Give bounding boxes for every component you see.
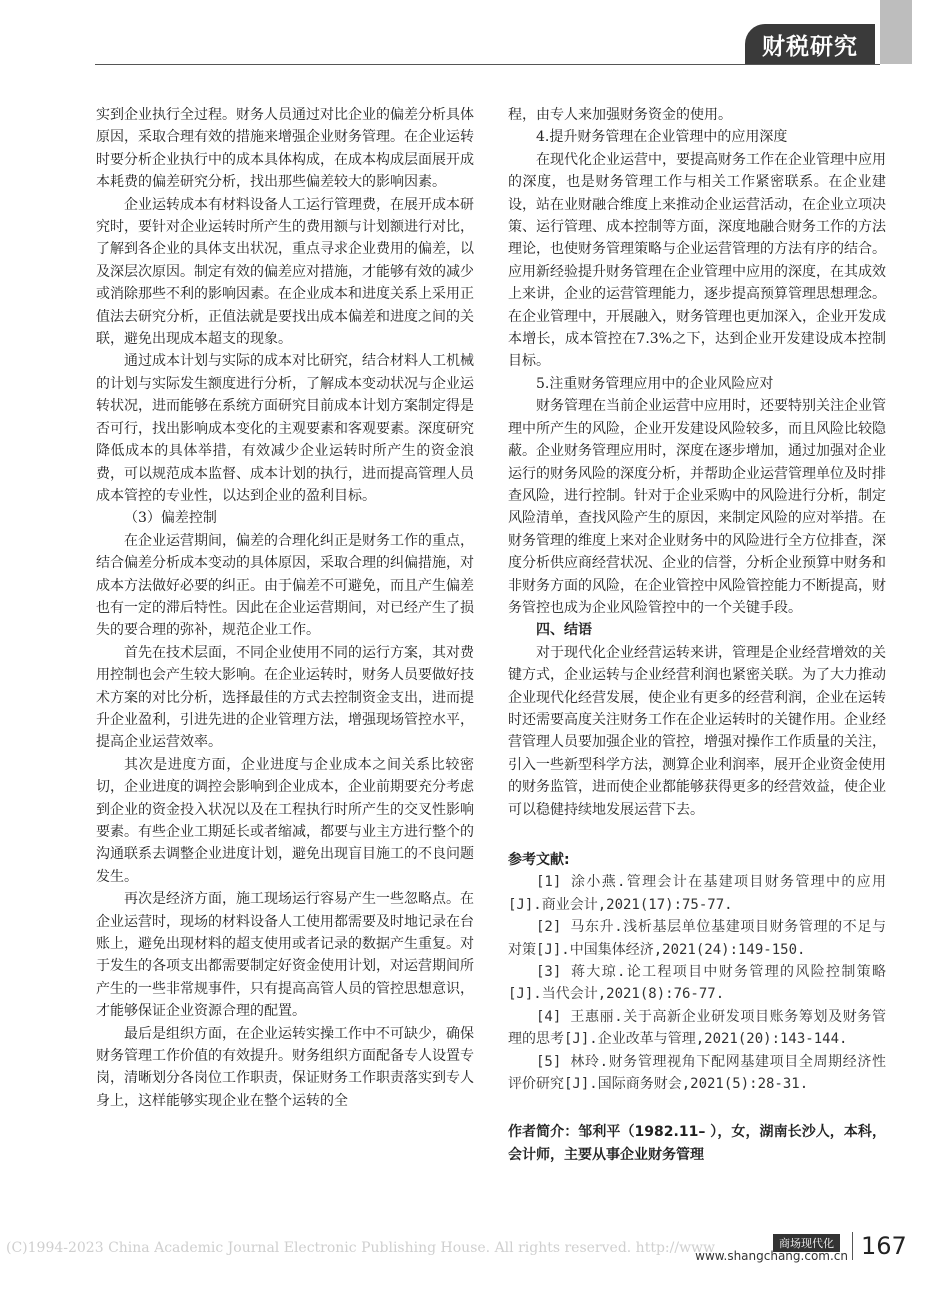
paragraph: 企业运转成本有材料设备人工运行管理费，在展开成本研究时，要针对企业运转时所产生的费用额与计划额进行对比，了解到各企业的具体支出状况，重点寻求企业费用的偏差，以及深层次原因。制定有效的偏差应对措施，才能够有效的减少或消除那些不利的影响因素。在企业成本和进度关系上采用正值法去研究分析，正值法就是要找出成本偏差和进度之间的关联，避免出现成本超支的现象。 — [96, 196, 474, 348]
paragraph: 首先在技术层面，不同企业使用不同的运行方案，其对费用控制也会产生较大影响。在企业运转时，财务人员要做好技术方案的对比分析，选择最佳的方式去控制资金支出，进而提升企业盈利，引进先进的企业管理方法，增强现场管控水平，提高企业运营效率。 — [96, 644, 474, 751]
author-bio: 作者简介：邹利平（1982.11– ），女，湖南长沙人，本科，会计师，主要从事企业财务管理 — [508, 1124, 886, 1163]
reference-item: [2] 马东升.浅析基层单位基建项目财务管理的不足与对策[J].中国集体经济,2021(24):149-150. — [508, 919, 886, 958]
paragraph: 实到企业执行全过程。财务人员通过对比企业的偏差分析具体原因，采取合理有效的措施来增强企业财务管理。在企业运转时要分析企业执行中的成本具体构成，在成本构成层面展开成本耗费的偏差研究分析，找出那些偏差较大的影响因素。 — [96, 107, 474, 191]
header-rule — [95, 64, 880, 65]
brand-url[interactable]: www.shangchang.com.cn — [695, 1249, 848, 1263]
paragraph: 通过成本计划与实际的成本对比研究，结合材料人工机械的计划与实际发生额度进行分析，了解成本变动状况与企业运转状况，进而能够在系统方面研究目前成本计划方案制定得是否可行，找出影响成本变化的主观要素和客观要素。深度研究降低成本的具体举措，有效减少企业运转时所产生的资金浪费，可以规范成本监督、成本计划的执行，进而提高管理人员成本管控的专业性，以达到企业的盈利目标。 — [96, 353, 474, 504]
paragraph: 在企业运营期间，偏差的合理化纠正是财务工作的重点，结合偏差分析成本变动的具体原因，采取合理的纠偏措施，对成本方法做好必要的纠正。由于偏差不可避免，而且产生偏差也有一定的滞后特性。因此在企业运营期间，对已经产生了损失的要合理的弥补，规范企业工作。 — [96, 532, 474, 639]
reference-item: [4] 王惠丽.关于高新企业研发项目账务筹划及财务管理的思考[J].企业改革与管理,2021(20):143-144. — [508, 1008, 886, 1048]
paragraph: 再次是经济方面，施工现场运行容易产生一些忽略点。在企业运营时，现场的材料设备人工使用都需要及时地记录在台账上，避免出现材料的超支使用或者记录的数据产生重复。对于发生的各项支出都需要制定好资金使用计划，对运营期间所产生的一些非常规事件，只有提高高管人员的管控思想意识，才能够保证企业资源合理的配置。 — [96, 891, 474, 1020]
paragraph: 对于现代化企业经营运转来讲，管理是企业经营增效的关键方式，企业运转与企业经营利润也紧密关联。为了大力推动企业现代化经营发展，使企业有更多的经营利润，企业在运转时还需要高度关注财务工作在企业运转时的关键作用。企业经营管理人员要加强企业的管控，增强对操作工作质量的关注，引入一些新型科学方法，测算企业利润率，展开企业资金使用的财务监管，进而使企业都能够获得更多的经营效益，使企业可以稳健持续地发展运营下去。 — [508, 644, 886, 818]
paragraph: 在现代化企业运营中，要提高财务工作在企业管理中应用的深度，也是财务管理工作与相关工作紧密联系。在企业建设，站在业财融合维度上来推动企业运营活动，在企业立项决策、运行管理、成本控制等方面，深度地融合财务工作的方法理论，也使财务管理策略与企业运营管理的方法有序的结合。应用新经验提升财务管理在企业管理中应用的深度，在其成效上来讲，企业的运营管理能力，逐步提高预算管理思想理念。在企业管理中，开展融入，财务管理也更加深入，企业开发成本增长，成本管控在7.3%之下，达到企业开发建设成本控制目标。 — [508, 151, 886, 370]
copyright-notice: (C)1994-2023 China Academic Journal Electronic Publishing House. All rights reserved. http://www — [6, 1240, 716, 1256]
section-tab — [745, 24, 875, 64]
reference-item: [1] 涂小燕.管理会计在基建项目财务管理中的应用[J].商业会计,2021(17):75-77. — [508, 874, 886, 913]
section-title: 财税研究 — [762, 33, 858, 60]
paragraph: 财务管理在当前企业运营中应用时，还要特别关注企业管理中所产生的风险，企业开发建设风险较多，而且风险比较隐蔽。企业财务管理应用时，深度在逐步增加，通过加强对企业运行的财务风险的深度分析，并帮助企业运营管理单位及时排查风险，进行控制。针对于企业采购中的风险进行分析，制定风险清单，查找风险产生的原因，来制定风险的应对举措。在财务管理的维度上来对企业财务中的风险进行全方位排查，深度分析供应商经营状况、企业的信誉，分析企业预算中财务和非财务方面的风险，在企业管控中风险管控能力不断提高，财务管控也成为企业风险管控中的一个关键手段。 — [508, 398, 886, 616]
section-heading: 四、结语 — [536, 622, 592, 639]
right-column-body — [508, 104, 886, 821]
reference-item: [5] 林玲.财务管理视角下配网基建项目全周期经济性评价研究[J].国际商务财会,2021(5):28-31. — [508, 1053, 886, 1093]
right-column — [508, 104, 886, 1166]
journal-brand — [695, 1234, 848, 1268]
section-heading: 4.提升财务管理在企业管理中的应用深度 — [536, 129, 788, 146]
paragraph: 程，由专人来加强财务资金的使用。 — [508, 107, 732, 123]
paragraph: 最后是组织方面，在企业运转实操工作中不可缺少，确保财务管理工作价值的有效提升。财务组织方面配备专人设置专岗，清晰划分各岗位工作职责，保证财务工作职责落实到专人身上，这样能够实现企业在整个运转的全 — [96, 1025, 474, 1109]
paragraph: 其次是进度方面，企业进度与企业成本之间关系比较密切，企业进度的调控会影响到企业成本，企业前期要充分考虑到企业的资金投入状况以及在工程执行时所产生的交叉性影响要素。有些企业工期延长或者缩减，都要与业主方进行整个的沟通联系去调整企业进度计划，避免出现盲目施工的不良问题发生。 — [96, 756, 474, 885]
section-heading: （3）偏差控制 — [124, 510, 217, 527]
section-heading: 5.注重财务管理应用中的企业风险应对 — [536, 375, 774, 392]
brand-logo: 商场现代化 — [773, 1234, 840, 1252]
page-number: 167 — [852, 1232, 907, 1260]
header-gray-bar — [880, 0, 912, 64]
reference-item: [3] 蒋大琼.论工程项目中财务管理的风险控制策略[J].当代会计,2021(8):76-77. — [508, 964, 886, 1003]
references-title: 参考文献: — [508, 852, 570, 868]
references-list — [508, 871, 886, 1095]
left-column — [96, 104, 474, 1112]
